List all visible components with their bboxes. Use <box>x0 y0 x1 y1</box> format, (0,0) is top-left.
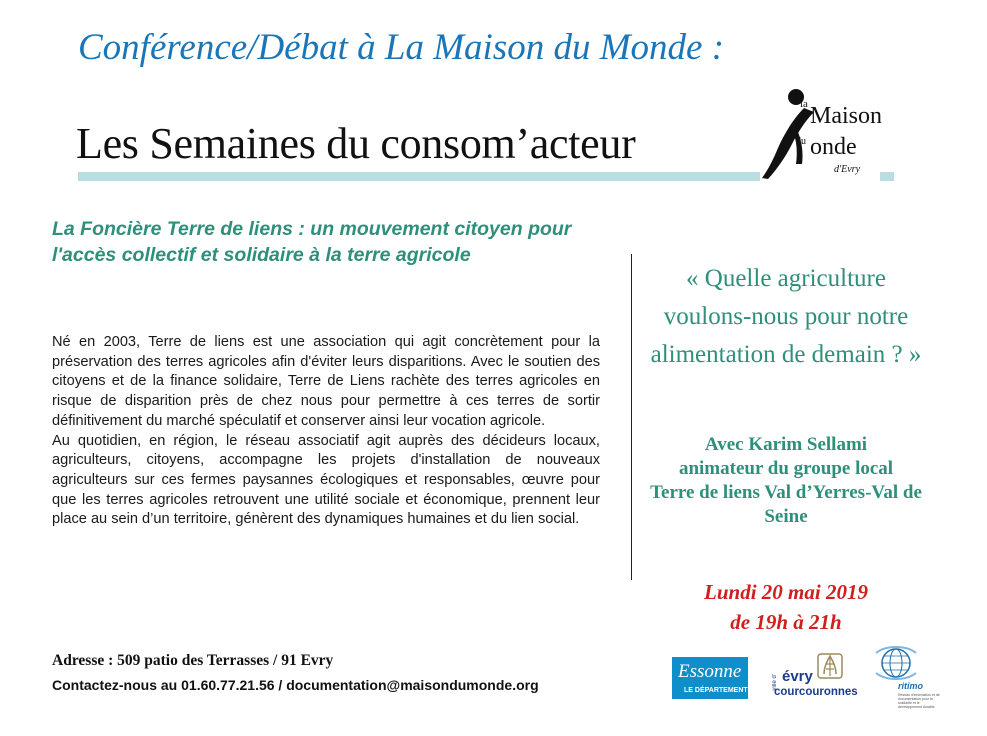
logo-text-maison: Maison <box>810 103 882 129</box>
speaker-info <box>640 433 932 529</box>
evry-courcouronnes-logo <box>772 650 858 704</box>
article-paragraph-1: Né en 2003, Terre de liens est une association qui agit concrètement pour la préservation des terres agricoles afin d'éviter leurs disparitions. Avec le soutien des citoyens et de la finance solidaire, Terre de Liens rachète des terres agricoles en risque de disparition près de chez nous pour permettre à ces terres de sortir définitivement du marché spéculatif et conserver ainsi leur vocation agricole. <box>52 334 600 429</box>
debate-question: « Quelle agriculture voulons-nous pour notre alimentation de demain ? » <box>650 265 922 368</box>
ritimo-wordmark: ritimo <box>898 681 924 691</box>
essonne-wordmark: Essonne <box>678 661 742 682</box>
maison-du-monde-logo <box>760 86 880 182</box>
event-datetime <box>640 577 932 637</box>
event-date: Lundi 20 mai 2019 <box>704 580 868 604</box>
speaker-name: Avec Karim Sellami <box>704 434 868 455</box>
speaker-role: animateur du groupe local <box>678 458 894 479</box>
evry-emblem-icon <box>816 652 844 680</box>
article-paragraph-2: Au quotidien, en région, le réseau associatif agit auprès des décideurs locaux, agriculteurs, citoyens, accompagne les projets d'installation de nouveaux agriculteurs sur ces fermes paysannes écologiques et responsables, œuvre pour que les terres agricoles retrouvent une utilité sociale et économique, prennent leur place au sein d’un territoire, génèrent des dynamiques humaines et du lien social. <box>52 432 600 528</box>
article-subtitle: La Foncière Terre de liens : un mouvement citoyen pour l'accès collectif et solidaire à la terre agricole <box>52 218 572 266</box>
essonne-logo <box>672 657 748 699</box>
event-heading: Conférence/Débat à La Maison du Monde : <box>78 27 725 68</box>
article-body <box>52 333 600 530</box>
speaker-group: Terre de liens Val d’Yerres-Val de Seine <box>650 482 922 527</box>
evry-name: évry <box>782 668 813 685</box>
evry-courcouronnes-label: courcouronnes <box>774 686 858 698</box>
column-divider <box>631 254 632 580</box>
evry-ville-label: ville d' <box>772 674 778 691</box>
logo-text-evry: d'Evry <box>834 164 861 175</box>
logo-text-du: du <box>796 136 806 147</box>
venue-address: Adresse : 509 patio des Terrasses / 91 Evry <box>52 652 334 669</box>
logo-text-monde: onde <box>810 134 857 160</box>
contact-line: Contactez-nous au 01.60.77.21.56 / documentation@maisondumonde.org <box>52 677 539 693</box>
ritimo-description: Réseau d'information et de documentation pour la solidarité et le développement durable <box>898 693 940 709</box>
globe-icon <box>872 645 922 685</box>
essonne-subtitle: LE DÉPARTEMENT <box>684 687 748 694</box>
ritimo-logo <box>872 645 942 707</box>
event-time: de 19h à 21h <box>730 610 842 634</box>
logo-text-la: la <box>800 98 808 110</box>
series-title: Les Semaines du consom’acteur <box>76 119 636 168</box>
